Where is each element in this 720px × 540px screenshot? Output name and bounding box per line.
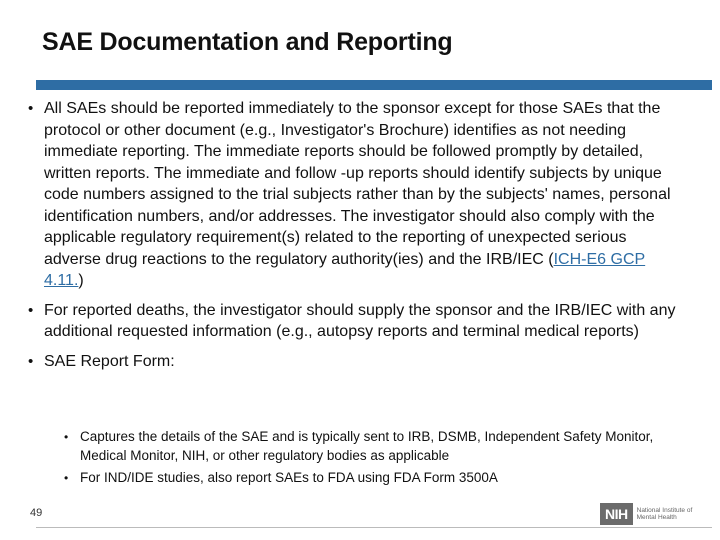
bullet-item-sae-report-form	[0, 351, 684, 373]
sub-bullet-glyph: •	[64, 471, 69, 485]
bullet-text: For reported deaths, the investigator should supply the sponsor and the IRB/IEC with any additional requested information (e.g., autopsy reports and terminal medical reports)	[44, 301, 676, 340]
slide-title: SAE Documentation and Reporting	[42, 28, 453, 56]
bullet-text-end: )	[78, 272, 84, 289]
footer-divider	[36, 527, 712, 528]
bullet-text: All SAEs should be reported immediately to the sponsor except for those SAEs that the protocol or other document (e.g., Investigator's Brochure) identifies as not needing immediate reporting. The immediate reports should be followed promptly by detailed, written reports. The immediate and follow -up reports should identify subjects by unique code numbers assigned to the trial subjects rather than by the subjects' names, personal identification numbers, and/or addresses. The investigator should also comply with the applicable regulatory requirement(s) related to the reporting of unexpected serious adverse drug reactions to the regulatory authority(ies) and the IRB/IEC (	[44, 100, 671, 268]
bullet-glyph: •	[28, 301, 34, 319]
ich-gcp-reference-link[interactable]: ICH-E6 GCP 4.11.	[44, 250, 646, 289]
bullet-item-sae-reporting	[0, 98, 684, 292]
bullet-glyph: •	[28, 100, 34, 117]
nimh-logo-text: National Institute of Mental Health	[636, 506, 693, 521]
nimh-logo	[600, 503, 718, 525]
sub-bullet-item	[0, 428, 670, 465]
sub-bullet-list	[0, 428, 720, 492]
bullet-glyph: •	[28, 352, 34, 370]
bullet-item-reported-deaths	[0, 300, 684, 343]
title-underline-bar	[36, 80, 712, 90]
page-number: 49	[30, 507, 43, 519]
sub-bullet-text: Captures the details of the SAE and is typically sent to IRB, DSMB, Independent Safety Monitor, Medical Monitor, NIH, or other regulatory bodies as applicable	[80, 429, 654, 463]
sub-bullet-glyph: •	[64, 430, 69, 444]
nih-logo-badge: NIH	[600, 503, 633, 525]
sub-bullet-text: For IND/IDE studies, also report SAEs to FDA using FDA Form 3500A	[80, 470, 498, 485]
bullet-list	[0, 98, 720, 380]
bullet-text: SAE Report Form:	[44, 352, 175, 370]
sub-bullet-item	[0, 469, 670, 488]
